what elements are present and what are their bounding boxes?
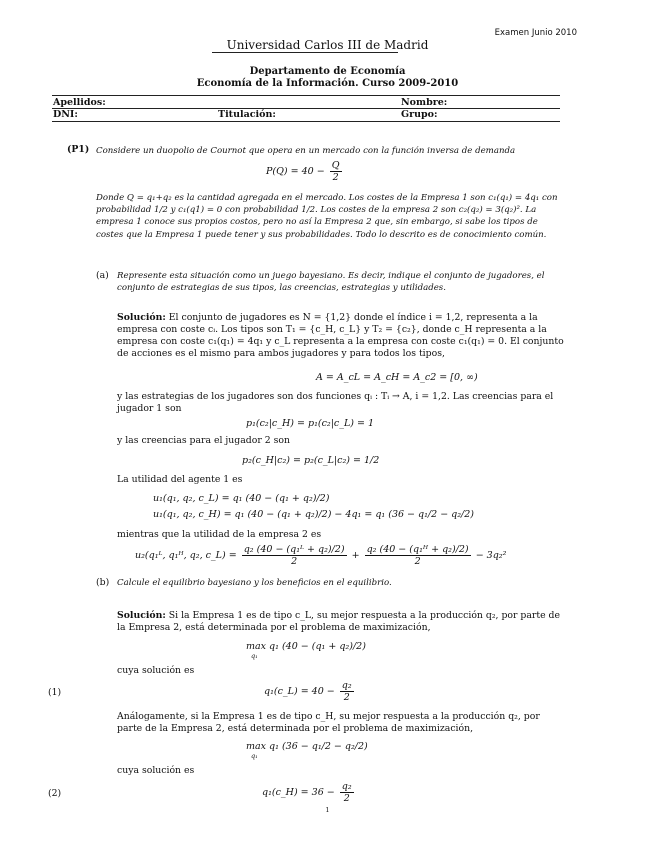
exam-tag: Examen Junio 2010 bbox=[494, 28, 577, 38]
max1-equation: max q₁ (40 − (q₁ + q₂)/2) bbox=[246, 641, 366, 652]
dni-label: DNI: bbox=[53, 109, 78, 120]
beliefs2-equation: p₂(c_H|c₂) = p₂(c_L|c₂) = 1/2 bbox=[242, 455, 380, 466]
part-b-label: (b) bbox=[96, 577, 110, 588]
solution-a-text: El conjunto de jugadores es N = {1,2} donde el índice i = 1,2, representa a la empresa con coste cᵢ. Los tipos son T₁ = {c_H, c_L} y T₂ = {c₂}, donde c_H representa a la empresa con coste c₁(q₁) = 4q₁ y c_L representa a la empresa con coste c₁(q₁) = 0. El conjunto de acciones es el mismo para ambos jugadores y para todos los tipos, bbox=[117, 312, 564, 359]
part-a-solution-p2: y las estrategias de los jugadores son dos funciones qᵢ : Tᵢ → A, i = 1,2. Las creencias para el jugador 1 son bbox=[117, 391, 554, 414]
utility2-tail: − 3q₂² bbox=[475, 550, 507, 561]
part-a-solution-p3: y las creencias para el jugador 2 son bbox=[117, 435, 290, 446]
solution-a-label: Solución: bbox=[117, 312, 166, 323]
apellidos-label: Apellidos: bbox=[53, 97, 106, 108]
part-a-solution-p4: La utilidad del agente 1 es bbox=[117, 474, 243, 485]
eq2-num: q₂ bbox=[341, 781, 352, 792]
grupo-label: Grupo: bbox=[401, 109, 438, 120]
titulacion-label: Titulación: bbox=[218, 109, 276, 120]
demand-num: Q bbox=[331, 160, 340, 171]
max1-subscript: q₁ bbox=[251, 652, 258, 660]
problem-description: Donde Q = q₁+q₂ es la cantidad agregada en el mercado. Los costes de la Empresa 1 son c₁(q₁) = 4q₁ con probabilidad 1/2 y c₁(q1) = 0 con probabilidad 1/2. Los costes de la empresa 2 son c₂(q₂) = 3(q₂)². La empresa 1 conoce sus propios costos, pero no así la Empresa 2 que, sin embargo, si sabe los tipos de costes que la Empresa 1 puede tener y sus probabilidades. Todo lo descrito es de conocimiento común. bbox=[96, 193, 558, 240]
solution-b-text: Si la Empresa 1 es de tipo c_L, su mejor respuesta a la producción q₂, por parte de la Empresa 2, está determinada por el problema de maximización, bbox=[117, 610, 560, 633]
eq2-lhs: q₁(c_H) = 36 − bbox=[262, 787, 335, 798]
utility1-low: u₁(q₁, q₂, c_L) = q₁ (40 − (q₁ + q₂)/2) bbox=[153, 493, 330, 504]
utility2-lhs: u₂(q₁ᴸ, q₁ᴴ, q₂, c_L) = bbox=[135, 550, 237, 561]
part-a-solution-p1 bbox=[117, 312, 564, 360]
department-title: Departamento de Economía bbox=[249, 66, 406, 77]
nombre-label: Nombre: bbox=[401, 97, 448, 108]
title-rule bbox=[212, 52, 398, 53]
part-b-cuya1: cuya solución es bbox=[117, 665, 195, 676]
part-a-label: (a) bbox=[96, 270, 109, 281]
problem-intro: Considere un duopolio de Cournot que opera en un mercado con la función inversa de demanda bbox=[96, 146, 516, 156]
course-title: Economía de la Información. Curso 2009-2010 bbox=[196, 78, 459, 89]
eq2-den: 2 bbox=[343, 793, 350, 804]
demand-equation bbox=[266, 160, 344, 183]
utility1-high: u₁(q₁, q₂, c_H) = q₁ (40 − (q₁ + q₂)/2) − 4q₁ = q₁ (36 − q₁/2 − q₂/2) bbox=[153, 509, 475, 520]
eq1-num: q₂ bbox=[341, 680, 352, 691]
form-mid-rule bbox=[52, 108, 560, 109]
utility2-term2-num: q₂ (40 − (q₁ᴴ + q₂)/2) bbox=[366, 544, 469, 555]
part-b-cuya2: cuya solución es bbox=[117, 765, 195, 776]
part-a-question: Represente esta situación como un juego bayesiano. Es decir, indique el conjunto de jugadores, el conjunto de estrategias de sus tipos, las creencias, estrategias y utilidades. bbox=[117, 271, 545, 294]
eq2-label: (2) bbox=[48, 788, 62, 799]
utility2-term1-den: 2 bbox=[291, 556, 298, 567]
problem-label: (P1) bbox=[67, 144, 90, 155]
page-number: 1 bbox=[325, 806, 330, 814]
part-b-question: Calcule el equilibrio bayesiano y los beneficios en el equilibrio. bbox=[117, 578, 392, 588]
part-a-solution-p5: mientras que la utilidad de la empresa 2 es bbox=[117, 529, 322, 540]
form-bottom-rule bbox=[52, 121, 560, 122]
demand-lhs: P(Q) = 40 − bbox=[266, 166, 325, 177]
eq1-den: 2 bbox=[343, 692, 350, 703]
demand-den: 2 bbox=[332, 172, 339, 183]
actions-equation: A = A_cL = A_cH = A_c2 = [0, ∞) bbox=[316, 372, 478, 383]
university-title: Universidad Carlos III de Madrid bbox=[226, 38, 429, 52]
eq2-equation bbox=[262, 781, 356, 804]
utility2-equation: u₂(q₁ᴸ, q₁ᴴ, q₂, c_L) = $\frac{\text{q₂ (40 − (q₁ᴸ + q₂)/2)}}{2}$ + $\frac{\text{q₂ (40 − (q₁ᴴ + q₂)/2)}}{2}$ − 3q₂² bbox=[135, 544, 507, 567]
eq1-equation bbox=[264, 680, 356, 703]
eq1-label: (1) bbox=[48, 687, 62, 698]
form-top-rule bbox=[52, 95, 560, 96]
max2-subscript: q₁ bbox=[251, 752, 258, 760]
part-b-solution-p2: Análogamente, si la Empresa 1 es de tipo c_H, su mejor respuesta a la producción q₂, por parte de la Empresa 2, está determinada por el problema de maximización, bbox=[117, 711, 540, 734]
eq1-lhs: q₁(c_L) = 40 − bbox=[264, 686, 335, 697]
part-b-solution-p1 bbox=[117, 610, 564, 634]
beliefs1-equation: p₁(c₂|c_H) = p₁(c₂|c_L) = 1 bbox=[246, 418, 375, 429]
utility2-term1-num: q₂ (40 − (q₁ᴸ + q₂)/2) bbox=[243, 544, 345, 555]
utility2-term2-den: 2 bbox=[414, 556, 421, 567]
solution-b-label: Solución: bbox=[117, 610, 166, 621]
max2-equation: max q₁ (36 − q₁/2 − q₂/2) bbox=[246, 741, 368, 752]
